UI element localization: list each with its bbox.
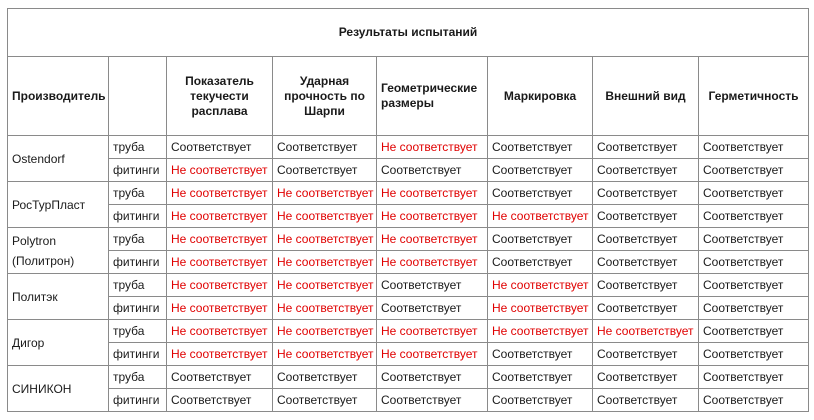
result-geometric-dimensions: Соответствует	[377, 389, 488, 412]
column-header-charpy-impact: Ударная прочность по Шарпи	[273, 57, 377, 136]
result-marking: Не соответствует	[488, 274, 593, 297]
table-row	[8, 320, 809, 343]
result-geometric-dimensions: Не соответствует	[377, 136, 488, 159]
product-type: труба	[109, 274, 167, 297]
result-charpy-impact: Соответствует	[273, 389, 377, 412]
column-header-type	[109, 57, 167, 136]
table-row	[8, 274, 809, 297]
table-title: Результаты испытаний	[8, 9, 809, 57]
result-appearance: Соответствует	[593, 159, 699, 182]
result-melt-flow-index: Не соответствует	[167, 205, 273, 228]
column-header-appearance: Внешний вид	[593, 57, 699, 136]
result-marking: Соответствует	[488, 366, 593, 389]
manufacturer-name: СИНИКОН	[8, 366, 109, 412]
result-tightness: Соответствует	[699, 366, 809, 389]
table-row	[8, 389, 809, 412]
result-appearance: Соответствует	[593, 274, 699, 297]
result-appearance: Соответствует	[593, 228, 699, 251]
product-type: фитинги	[109, 159, 167, 182]
result-appearance: Соответствует	[593, 366, 699, 389]
result-melt-flow-index: Соответствует	[167, 366, 273, 389]
product-type: труба	[109, 228, 167, 251]
table-row	[8, 343, 809, 366]
result-charpy-impact: Не соответствует	[273, 182, 377, 205]
result-geometric-dimensions: Не соответствует	[377, 343, 488, 366]
result-tightness: Соответствует	[699, 251, 809, 274]
result-geometric-dimensions: Не соответствует	[377, 320, 488, 343]
result-appearance: Соответствует	[593, 182, 699, 205]
result-melt-flow-index: Не соответствует	[167, 159, 273, 182]
result-marking: Не соответствует	[488, 297, 593, 320]
result-tightness: Соответствует	[699, 182, 809, 205]
manufacturer-name: Ostendorf	[8, 136, 109, 182]
result-charpy-impact: Не соответствует	[273, 274, 377, 297]
result-appearance: Соответствует	[593, 136, 699, 159]
results-table	[7, 8, 809, 412]
result-geometric-dimensions: Соответствует	[377, 297, 488, 320]
table-row	[8, 297, 809, 320]
manufacturer-name: Polytron (Политрон)	[8, 228, 109, 274]
result-appearance: Соответствует	[593, 251, 699, 274]
result-charpy-impact: Не соответствует	[273, 297, 377, 320]
column-header-marking: Маркировка	[488, 57, 593, 136]
result-tightness: Соответствует	[699, 320, 809, 343]
result-appearance: Соответствует	[593, 343, 699, 366]
result-tightness: Соответствует	[699, 343, 809, 366]
result-geometric-dimensions: Не соответствует	[377, 205, 488, 228]
column-header-manufacturer: Производитель	[8, 57, 109, 136]
result-appearance: Соответствует	[593, 389, 699, 412]
result-melt-flow-index: Не соответствует	[167, 297, 273, 320]
result-melt-flow-index: Не соответствует	[167, 182, 273, 205]
product-type: фитинги	[109, 251, 167, 274]
product-type: труба	[109, 366, 167, 389]
result-charpy-impact: Не соответствует	[273, 343, 377, 366]
result-melt-flow-index: Не соответствует	[167, 228, 273, 251]
table-row	[8, 228, 809, 251]
result-marking: Соответствует	[488, 343, 593, 366]
product-type: труба	[109, 182, 167, 205]
result-marking: Соответствует	[488, 159, 593, 182]
result-marking: Соответствует	[488, 136, 593, 159]
product-type: фитинги	[109, 343, 167, 366]
result-tightness: Соответствует	[699, 297, 809, 320]
result-melt-flow-index: Не соответствует	[167, 251, 273, 274]
table-row	[8, 159, 809, 182]
result-geometric-dimensions: Соответствует	[377, 366, 488, 389]
result-tightness: Соответствует	[699, 228, 809, 251]
result-appearance: Соответствует	[593, 205, 699, 228]
table-row	[8, 251, 809, 274]
result-geometric-dimensions: Не соответствует	[377, 182, 488, 205]
column-header-melt-flow-index: Показатель текучести расплава	[167, 57, 273, 136]
result-melt-flow-index: Соответствует	[167, 136, 273, 159]
result-tightness: Соответствует	[699, 159, 809, 182]
column-header-tightness: Герметичность	[699, 57, 809, 136]
result-melt-flow-index: Соответствует	[167, 389, 273, 412]
table-header-row	[8, 57, 809, 136]
result-charpy-impact: Не соответствует	[273, 228, 377, 251]
result-geometric-dimensions: Не соответствует	[377, 251, 488, 274]
table-row	[8, 205, 809, 228]
product-type: фитинги	[109, 205, 167, 228]
result-marking: Соответствует	[488, 182, 593, 205]
result-geometric-dimensions: Не соответствует	[377, 228, 488, 251]
result-geometric-dimensions: Соответствует	[377, 274, 488, 297]
result-charpy-impact: Не соответствует	[273, 320, 377, 343]
result-melt-flow-index: Не соответствует	[167, 274, 273, 297]
product-type: фитинги	[109, 389, 167, 412]
result-tightness: Соответствует	[699, 205, 809, 228]
table-title-row	[8, 9, 809, 57]
result-marking: Не соответствует	[488, 205, 593, 228]
product-type: труба	[109, 320, 167, 343]
result-charpy-impact: Соответствует	[273, 159, 377, 182]
product-type: фитинги	[109, 297, 167, 320]
result-geometric-dimensions: Соответствует	[377, 159, 488, 182]
result-tightness: Соответствует	[699, 136, 809, 159]
result-melt-flow-index: Не соответствует	[167, 343, 273, 366]
result-marking: Соответствует	[488, 228, 593, 251]
result-marking: Соответствует	[488, 389, 593, 412]
manufacturer-name: Дигор	[8, 320, 109, 366]
results-table-container	[7, 8, 809, 412]
table-row	[8, 182, 809, 205]
result-tightness: Соответствует	[699, 389, 809, 412]
result-tightness: Соответствует	[699, 274, 809, 297]
result-appearance: Не соответствует	[593, 320, 699, 343]
result-charpy-impact: Соответствует	[273, 136, 377, 159]
result-appearance: Соответствует	[593, 297, 699, 320]
table-row	[8, 136, 809, 159]
table-body	[8, 136, 809, 412]
manufacturer-name: РосТурПласт	[8, 182, 109, 228]
result-charpy-impact: Соответствует	[273, 366, 377, 389]
column-header-geometric-dimensions: Геометрические размеры	[377, 57, 488, 136]
manufacturer-name: Политэк	[8, 274, 109, 320]
result-charpy-impact: Не соответствует	[273, 251, 377, 274]
result-charpy-impact: Не соответствует	[273, 205, 377, 228]
result-melt-flow-index: Не соответствует	[167, 320, 273, 343]
result-marking: Соответствует	[488, 251, 593, 274]
product-type: труба	[109, 136, 167, 159]
result-marking: Не соответствует	[488, 320, 593, 343]
table-row	[8, 366, 809, 389]
